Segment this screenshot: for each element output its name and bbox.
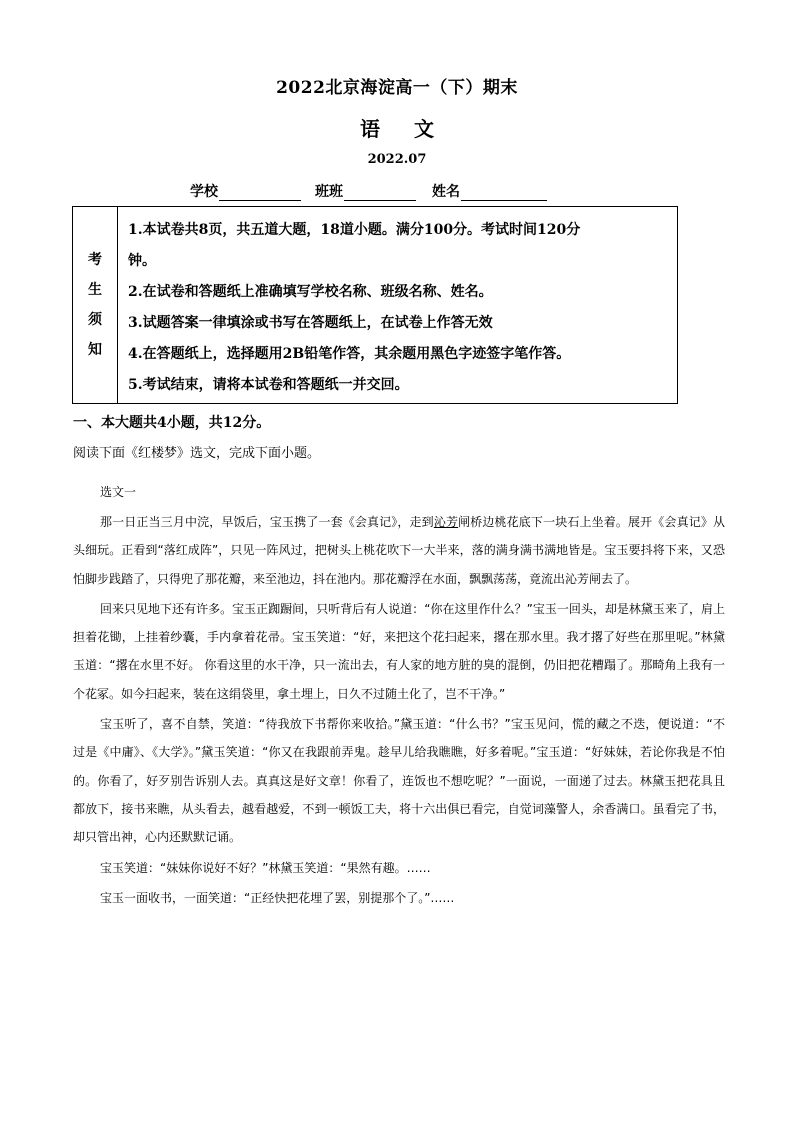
class-label: 班班	[315, 184, 343, 200]
passage-paragraph: 回来只见地下还有许多。宝玉正踟蹰间，只听背后有人说道：“你在这里作什么？”宝玉一回头，却是林黛玉来了，肩上担着花锄，上挂着纱囊，手内拿着花帚。宝玉笑道：“好，来把这个花扫起来，撂在那水里。我才撂了好些在那里呢。”林黛玉道：“撂在水里不好。 你看这里的水干净，只一流出去，有人家的地方脏的臭的混倒，仍旧把花糟蹋了。那畸角上我有一个花冢。如今扫起来，装在这绢袋里，拿土埋上，日久不过随土化了，岂不干净。”	[73, 601, 725, 701]
notice-side-char: 须	[88, 312, 102, 328]
notice-line: 2.在试卷和答题纸上准确填写学校名称、班级名称、姓名。	[128, 284, 493, 300]
passage-paragraph: 宝玉听了，喜不自禁，笑道：“待我放下书帮你来收拾。”黛玉道：“什么书？”宝玉见问，慌的藏之不迭，便说道：“不过是《中庸》、《大学》。”黛玉笑道：“你又在我跟前弄鬼。趁早儿给我瞧瞧，好多着呢。”宝玉道：“好妹妹，若论你我是不怕的。你看了，好歹别告诉别人去。真真这是好文章！你看了，连饭也不想吃呢？”一面说，一面递了过去。林黛玉把花具且都放下，接书来瞧，从头看去，越看越爱，不到一顿饭工夫，将十六出俱已看完，自觉词藻警人，余香满口。虽看完了书，却只管出神，心内还默默记诵。	[73, 717, 725, 845]
notice-line: 3.试题答案一律填涂或书写在答题纸上，在试卷上作答无效	[128, 315, 493, 331]
passage-paragraph: 宝玉一面收书，一面笑道：“正经快把花埋了罢，别提那个了。”……	[100, 890, 455, 905]
notice-line: 钟。	[128, 253, 156, 269]
name-label: 姓名	[432, 184, 460, 200]
notice-side-char: 生	[88, 282, 102, 298]
notice-line: 5.考试结束，请将本试卷和答题纸一并交回。	[128, 377, 409, 393]
notice-side-char: 知	[88, 342, 102, 358]
candidate-notice-box	[72, 206, 678, 404]
name-field[interactable]	[432, 181, 547, 201]
notice-content	[118, 207, 677, 403]
reading-passage	[73, 476, 725, 914]
school-field[interactable]	[190, 181, 301, 201]
exam-date: 2022.07	[367, 152, 427, 167]
notice-side-label	[73, 207, 118, 403]
exam-title: 2022北京海淀高一（下）期末	[276, 78, 518, 98]
paragraph-text: 闸桥边桃花底下一块石上坐着。展开《会真记》从头细玩。正看到“落红成阵”，只见一阵风过，把树头上桃花吹下一大半来，落的满身满书满地皆是。宝玉要抖将下来，又恐怕脚步践踏了，只得兜了那花瓣，来至池边，抖在池内。那花瓣浮在水面，飘飘荡荡，竟流出沁芳闸去了。	[73, 515, 725, 586]
notice-line: 4.在答题纸上，选择题用2B铅笔作答，其余题用黑色字迹签字笔作答。	[128, 346, 571, 362]
class-field[interactable]	[315, 181, 416, 201]
name-blank[interactable]	[461, 186, 547, 201]
school-blank[interactable]	[219, 186, 301, 201]
school-label: 学校	[190, 184, 218, 200]
excerpt-label: 选文一	[100, 485, 137, 499]
class-blank[interactable]	[344, 186, 416, 201]
underlined-term: 沁芳	[433, 515, 459, 529]
passage-paragraph	[73, 508, 725, 593]
student-info-line	[190, 181, 547, 201]
section-heading: 一、本大题共4小题，共12分。	[73, 415, 271, 431]
reading-instruction: 阅读下面《红楼梦》选文，完成下面小题。	[73, 446, 321, 461]
notice-side-char: 考	[88, 252, 102, 268]
notice-line: 1.本试卷共8页，共五道大题，18道小题。满分100分。考试时间120分	[128, 222, 581, 238]
subject-title: 语文	[360, 117, 468, 141]
paragraph-text: 那一日正当三月中浣，早饭后，宝玉携了一套《会真记》，走到	[100, 515, 434, 529]
passage-paragraph: 宝玉笑道：“妹妹你说好不好？”林黛玉笑道：“果然有趣。……	[100, 860, 431, 875]
